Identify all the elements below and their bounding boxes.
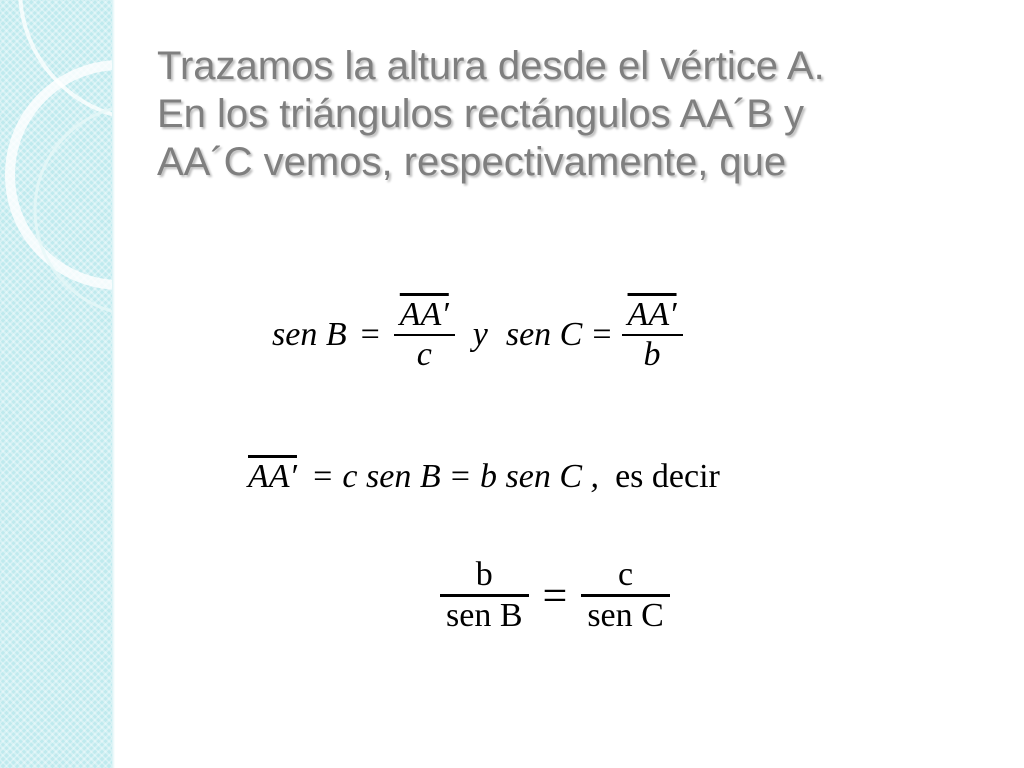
eq3-fraction-2	[581, 556, 670, 635]
decorative-side-band	[0, 0, 112, 768]
eq1-fraction-2	[622, 296, 683, 374]
eq1-lhs-sen-c: sen C	[505, 316, 583, 353]
eq3-numerator-1: b	[475, 556, 493, 593]
equation-altitude	[248, 458, 720, 496]
eq3-denominator-1: sen B	[446, 597, 523, 634]
equation-law-of-sines	[440, 556, 670, 635]
eq1-numerator-2: AA′	[627, 296, 677, 333]
equation-sine-ratios	[272, 296, 683, 374]
eq2-tail-es-decir: es decir	[615, 458, 720, 495]
title-line-1: Trazamos la altura desde el vértice A.	[157, 44, 825, 88]
eq3-fraction-1	[440, 556, 529, 635]
slide-title	[157, 42, 977, 186]
eq2-right: = b sen C ,	[448, 458, 600, 495]
eq1-equals-2: =	[592, 316, 612, 353]
eq1-denominator-1: c	[416, 336, 432, 373]
eq3-numerator-2: c	[618, 556, 634, 593]
eq3-denominator-2: sen C	[587, 597, 664, 634]
decorative-rings	[0, 0, 112, 768]
title-line-3: AA´C vemos, respectivamente, que	[157, 140, 787, 184]
eq1-fraction-1	[394, 296, 455, 374]
title-line-2: En los triángulos rectángulos AA´B y	[157, 92, 805, 136]
side-band-edge	[112, 0, 115, 768]
eq1-lhs-sen-b: sen B	[272, 316, 347, 353]
eq1-denominator-2: b	[643, 336, 661, 373]
eq2-middle: = c sen B	[310, 458, 441, 495]
eq3-equals: =	[542, 571, 568, 620]
eq1-conjunction: y	[472, 316, 488, 353]
eq2-lhs-aa: AA′	[248, 458, 297, 495]
eq1-numerator-1: AA′	[399, 296, 449, 333]
eq1-equals-1: =	[360, 316, 380, 353]
